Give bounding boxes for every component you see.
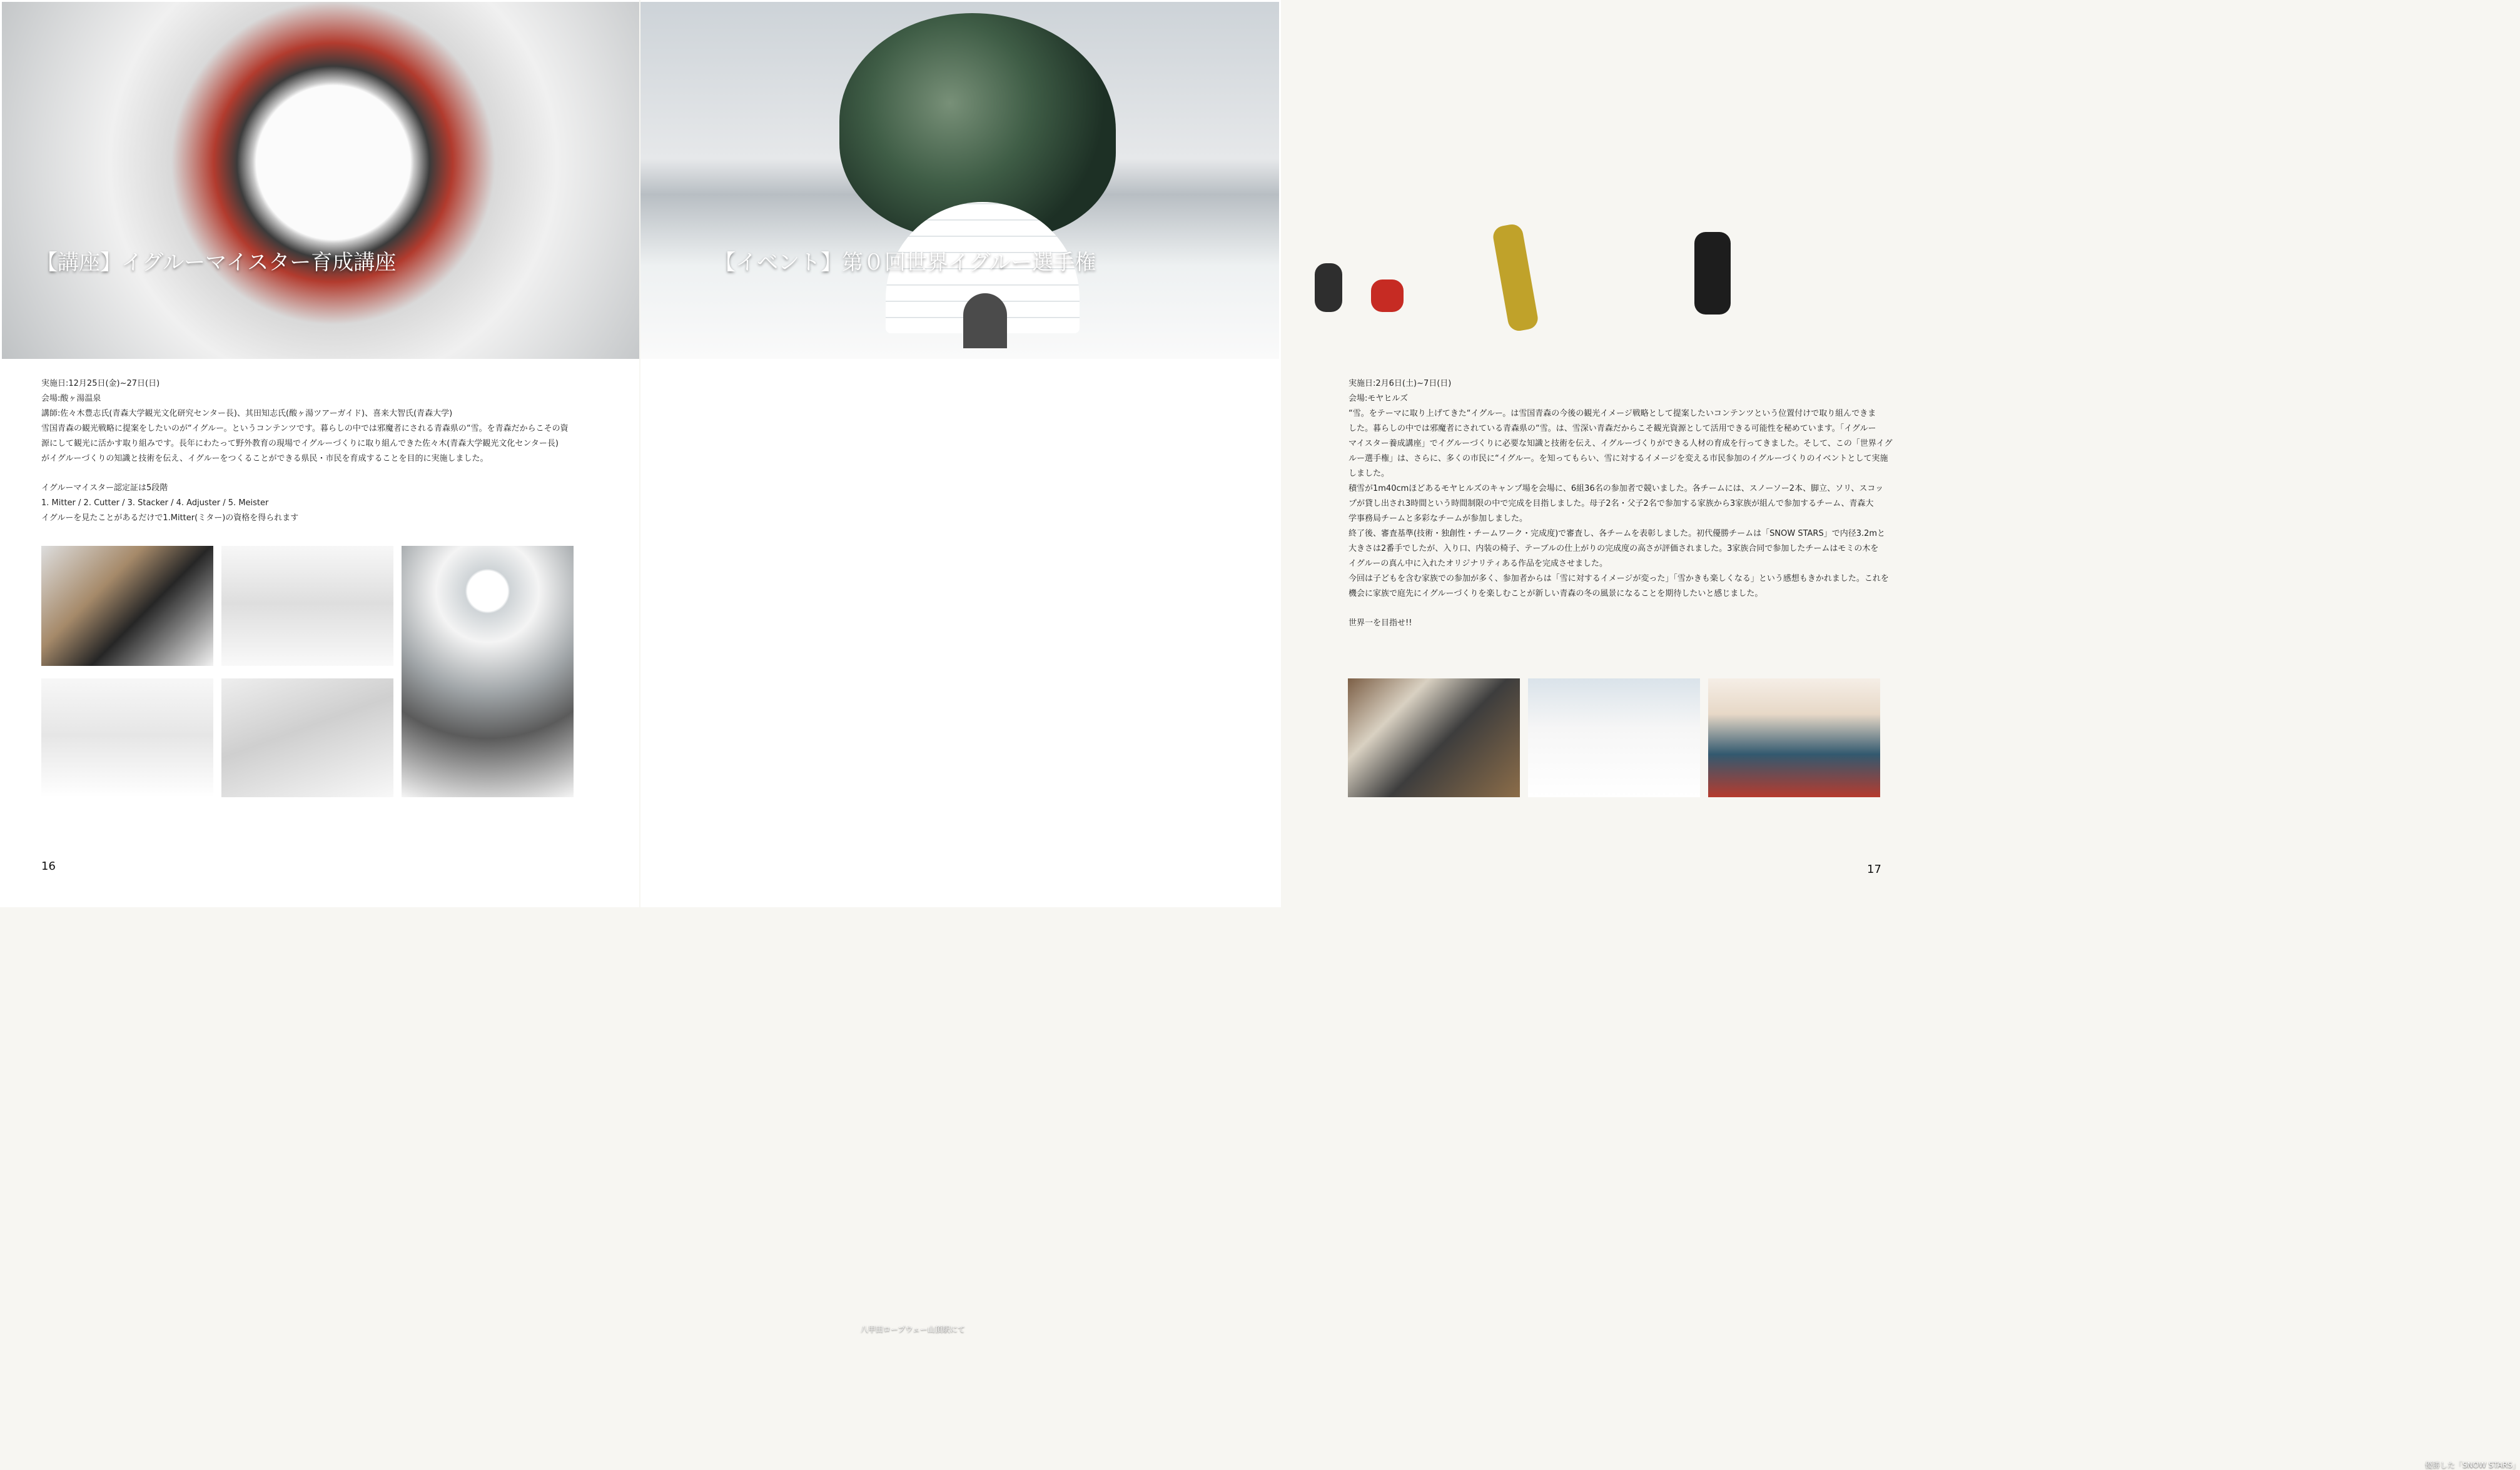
snow-trench-photo (41, 678, 213, 797)
igloo-interior-group-photo (402, 546, 965, 1334)
event-body-line-4: ルー選手権」は、さらに、多くの市民に“イグルー。を知ってもらい、雪に対するイメージを変える市民参加のイグルーづくりのイベントとして実施 (1349, 454, 1888, 463)
igloo-construction-photo (221, 546, 393, 666)
certification-levels: 1. Mitter / 2. Cutter / 3. Stacker / 4. Adjuster / 5. Meister (41, 498, 269, 508)
world-igloo-championship-hero-photo (640, 2, 1279, 359)
event-venue: 会場:モヤヒルズ (1349, 394, 1408, 403)
course-instructors: 講師:佐々木豊志氏(青森大学観光文化研究センター長)、其田知志氏(酸ヶ湯ツアーガイド)、喜来大智氏(青森大学) (41, 409, 453, 418)
event-body-line-8: 学事務局チームと多彩なチームが参加しました。 (1349, 514, 1528, 523)
igloo-doorway (963, 293, 1007, 348)
page-number: 16 (41, 860, 56, 873)
igloo-course-hero-photo (2, 2, 639, 359)
igloo-course-info (41, 376, 592, 526)
course-body-line-1: 雪国青森の観光戦略に提案をしたいのが“イグルー。というコンテンツです。暮らしの中では邪魔者にされる青森県の“雪。を青森だからこその資 (41, 424, 569, 433)
course-venue: 会場:酸ヶ湯温泉 (41, 394, 101, 403)
world-igloo-championship-title: 【イベント】第０回世界イグルー選手権 (714, 250, 1096, 275)
certification-note: イグルーを見たことがあるだけで1.Mitter(ミター)の資格を得られます (41, 513, 299, 523)
ropeway-caption: 八甲田ロープウェー山頂駅にて (861, 1325, 965, 1334)
participant-right (1694, 232, 1731, 315)
igloo-course-title: 【講座】イグルーマイスター育成講座 (36, 250, 397, 275)
red-equipment (1371, 279, 1404, 312)
championship-info (1349, 376, 1893, 631)
event-body-line-12: 今回は子どもを含む家族での参加が多く、参加者からは「雪に対するイメージが変った」「雪かきも楽しくなる」という感想もきかれました。これを (1349, 574, 1889, 583)
event-body-line-3: マイスター養成講座」でイグルーづくりに必要な知識と技術を伝え、イグルーづくりができる人材の育成を行ってきました。そして、この「世界イグ (1349, 439, 1893, 448)
participants-group-photo (1708, 678, 1880, 797)
participant-left (1492, 223, 1540, 333)
snow-training-photo (221, 678, 393, 797)
event-body-line-6: 積雪が1m40cmほどあるモヤヒルズのキャンプ場を会場に、6組36名の参加者で競いました。各チームには、スノーソー2本、脚立、ソリ、スコッ (1349, 484, 1884, 493)
event-body-line-7: プが貸し出され3時間という時間制限の中で完成を目指しました。母子2名・父子2名で参加する家族から3家族が組んで参加するチーム、青森大 (1349, 499, 1874, 508)
course-body-line-3: がイグルーづくりの知識と技術を伝え、イグルーをつくることができる県民・市民を育成することを目的に実施しました。 (41, 454, 488, 463)
event-body-line-13: 機会に家族で庭先にイグルーづくりを楽しむことが新しい青森の冬の風景になることを期待したいと感じました。 (1349, 589, 1763, 598)
course-classroom-photo (41, 546, 213, 666)
event-date: 実施日:2月6日(土)~7日(日) (1349, 379, 1452, 388)
winning-team-caption: 優勝した「SNOW STARS」 (2425, 1461, 2520, 1469)
background-participant (1315, 263, 1342, 312)
course-body-line-2: 源にして観光に活かす取り組みです。長年にわたって野外教育の現場でイグルーづくりに取り組んできた佐々木(青森大学観光文化センター長) (41, 439, 559, 448)
event-body-line-11: イグルーの真ん中に入れたオリジナリティある作品を完成させました。 (1349, 559, 1608, 568)
course-date: 実施日:12月25日(金)~27日(日) (41, 379, 160, 388)
event-body-line-1: “雪。をテーマに取り上げてきた“イグルー。は雪国青森の今後の観光イメージ戦略として提案したいコンテンツという位置付けで取り組んできま (1349, 409, 1876, 418)
event-slogan: 世界一を目指せ!! (1349, 618, 1412, 628)
page-number: 17 (1867, 863, 1881, 876)
event-body-line-2: した。暮らしの中では邪魔者にされている青森県の“雪。は、雪深い青森だからこそ観光資源として活用できる可能性を秘めています。「イグルー (1349, 424, 1876, 433)
tools-photo (1348, 678, 1520, 797)
event-body-line-5: しました。 (1349, 469, 1390, 478)
event-body-line-9: 終了後、審査基準(技術・独創性・チームワーク・完成度)で審査し、各チームを表彰しました。初代優勝チームは「SNOW STARS」で内径3.2mと (1349, 529, 1886, 538)
certification-title: イグルーマイスター認定証は5段階 (41, 483, 168, 493)
event-body-line-10: 大きさは2番手でしたが、入り口、内装の椅子、テーブルの仕上がりの完成度の高さが評価されました。3家族合同で参加したチームはモミの木を (1349, 544, 1879, 553)
